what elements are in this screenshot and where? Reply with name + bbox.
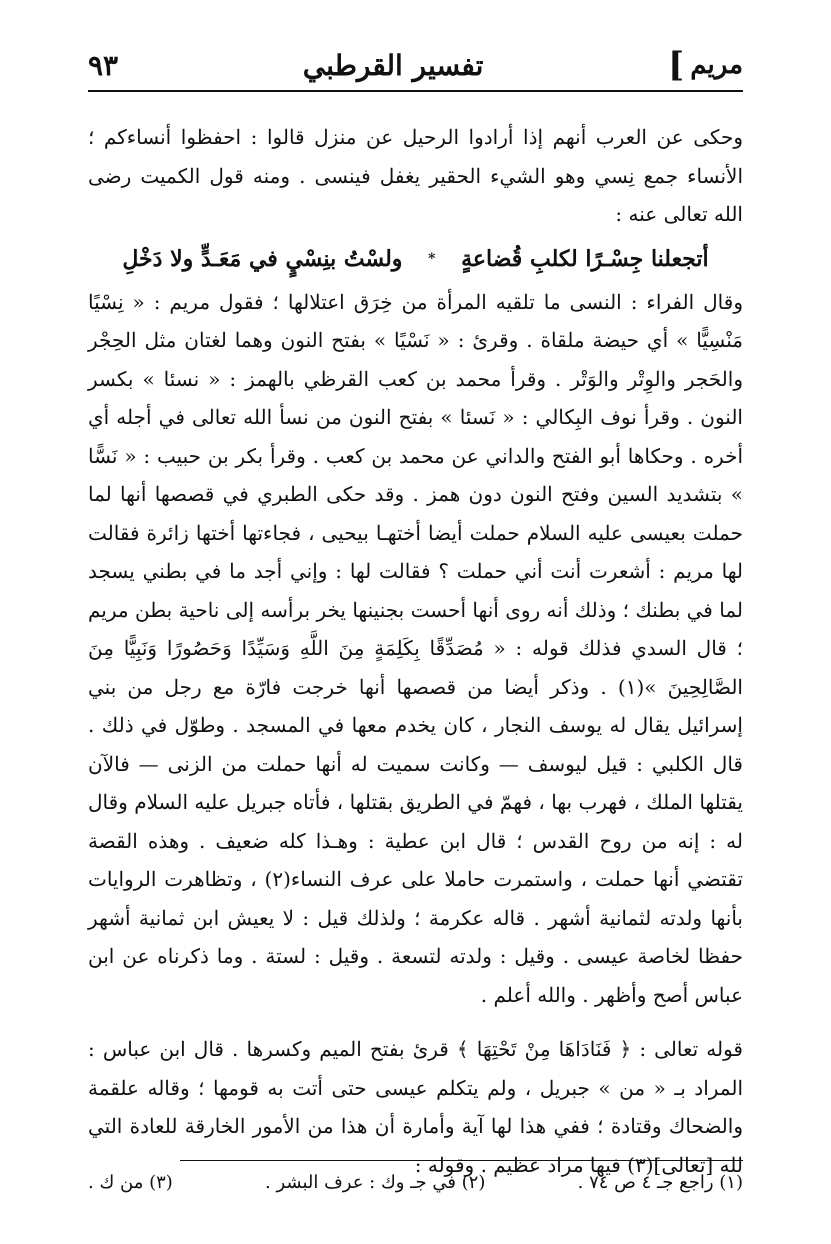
page-header <box>88 40 743 92</box>
paragraph-2: وقال الفراء : النسى ما تلقيه المرأة من خِرَق اعتلالها ؛ فقول مريم : « نِسْيًا مَنْسِيًّا » أي حيضة ملقاة . وقرئ : « نَسْيًا » بفتح النون وهما لغتان مثل الحِجْر والحَجر والوِتْر والوَتْر . وقرأ محمد بن كعب القرظي بالهمز : « نسئا » بكسر النون . وقرأ نوف البِكالي : « نَسئا » بفتح النون من نسأ الله تعالى في أجله أي أخره . وحكاها أبو الفتح والداني عن محمد بن كعب . وقرأ بكر بن حبيب : « نَسًّا » بتشديد السين وفتح النون دون همز . وقد حكى الطبري في قصصها أنها لما حملت بعيسى عليه السلام حملت أيضا أختهـا بيحيى ، فجاءتها أختها زائرة فقالت لها مريم : أشعرت أنت أني حملت ؟ فقالت لها : وإني أجد ما في بطني يسجد لما في بطنك ؛ وذلك أنه روى أنها أحست بجنينها يخر برأسه إلى ناحية بطن مريم ؛ قال السدي فذلك قوله : « مُصَدِّقًا بِكَلِمَةٍ مِنَ اللَّهِ وَسَيِّدًا وَحَصُورًا وَنَبِيًّا مِنَ الصَّالِحِينَ »(١) . وذكر أيضا من قصصها أنها خرجت فارّة مع رجل من بني إسرائيل يقال له يوسف النجار ، كان يخدم معها في المسجد . وطوّل في ذلك . قال الكلبي : قيل ليوسف — وكانت سميت له أنها حملت من الزنى — فالآن يقتلها الملك ، فهرب بها ، فهمّ في الطريق بقتلها ، فأتاه جبريل عليه السلام وقال له : إنه من روح القدس ؛ قال ابن عطية : وهـذا كله ضعيف . وهذه القصة تقتضي أنها حملت ، واستمرت حاملا على عرف النساء(٢) ، وتظاهرت الروايات بأنها ولدته لثمانية أشهر . قاله عكرمة ؛ ولذلك قيل : لا يعيش ابن ثمانية أشهر حفظا لخاصة عيسى . وقيل : ولدته لتسعة . وقيل : لستة . وما ذكرناه عن ابن عباس أصح وأظهر . والله أعلم . <box>88 289 743 1007</box>
paragraph-gap <box>88 1014 743 1030</box>
footnote-2: (٢) في جـ وك : عرف البشر . <box>265 1172 486 1193</box>
footnote-3: (٣) من ك . <box>88 1172 173 1193</box>
footnote-1: (١) راجع جـ ٤ ص ٧٤ . <box>577 1172 743 1193</box>
page-body <box>88 118 743 1184</box>
verse-separator: * <box>428 251 436 268</box>
footnotes <box>88 1172 743 1193</box>
verse-first-hemistich: أتجعلنا جِسْـرًا لكلبِ قُضاعةٍ <box>461 245 709 272</box>
sura-label <box>668 45 743 85</box>
page-number: ٩٣ <box>88 48 119 82</box>
paragraph-1: وحكى عن العرب أنهم إذا أرادوا الرحيل عن منزل قالوا : احفظوا أنساءكم ؛ الأنساء جمع نِسي وهو الشيء الحقير يغفل فينسى . ومنه قول الكميت رضى الله تعالى عنه : <box>88 125 743 226</box>
footnote-divider <box>180 1160 743 1161</box>
sura-bracket: ] <box>668 45 685 85</box>
book-title: تفسير القرطبي <box>302 48 484 82</box>
verse-second-hemistich: ولسْتُ بنِسْيٍ في مَعَـدٍّ ولا دَخْلِ <box>122 245 403 272</box>
poetry-verse <box>88 234 743 283</box>
sura-name: مريم <box>690 50 743 80</box>
paragraph-3: قوله تعالى : ﴿ فَنَادَاهَا مِنْ تَحْتِهَا ﴾ قرئ بفتح الميم وكسرها . قال ابن عباس : المراد بـ « من » جبريل ، ولم يتكلم عيسى حتى أتت به قومها ؛ وقاله علقمة والضحاك وقتادة ؛ ففي هذا لها آية وأمارة أن هذا من الأمور الخارقة للعادة التي لله [تعالى](٣) فيها مراد عظيم . وقوله : <box>88 1037 743 1177</box>
